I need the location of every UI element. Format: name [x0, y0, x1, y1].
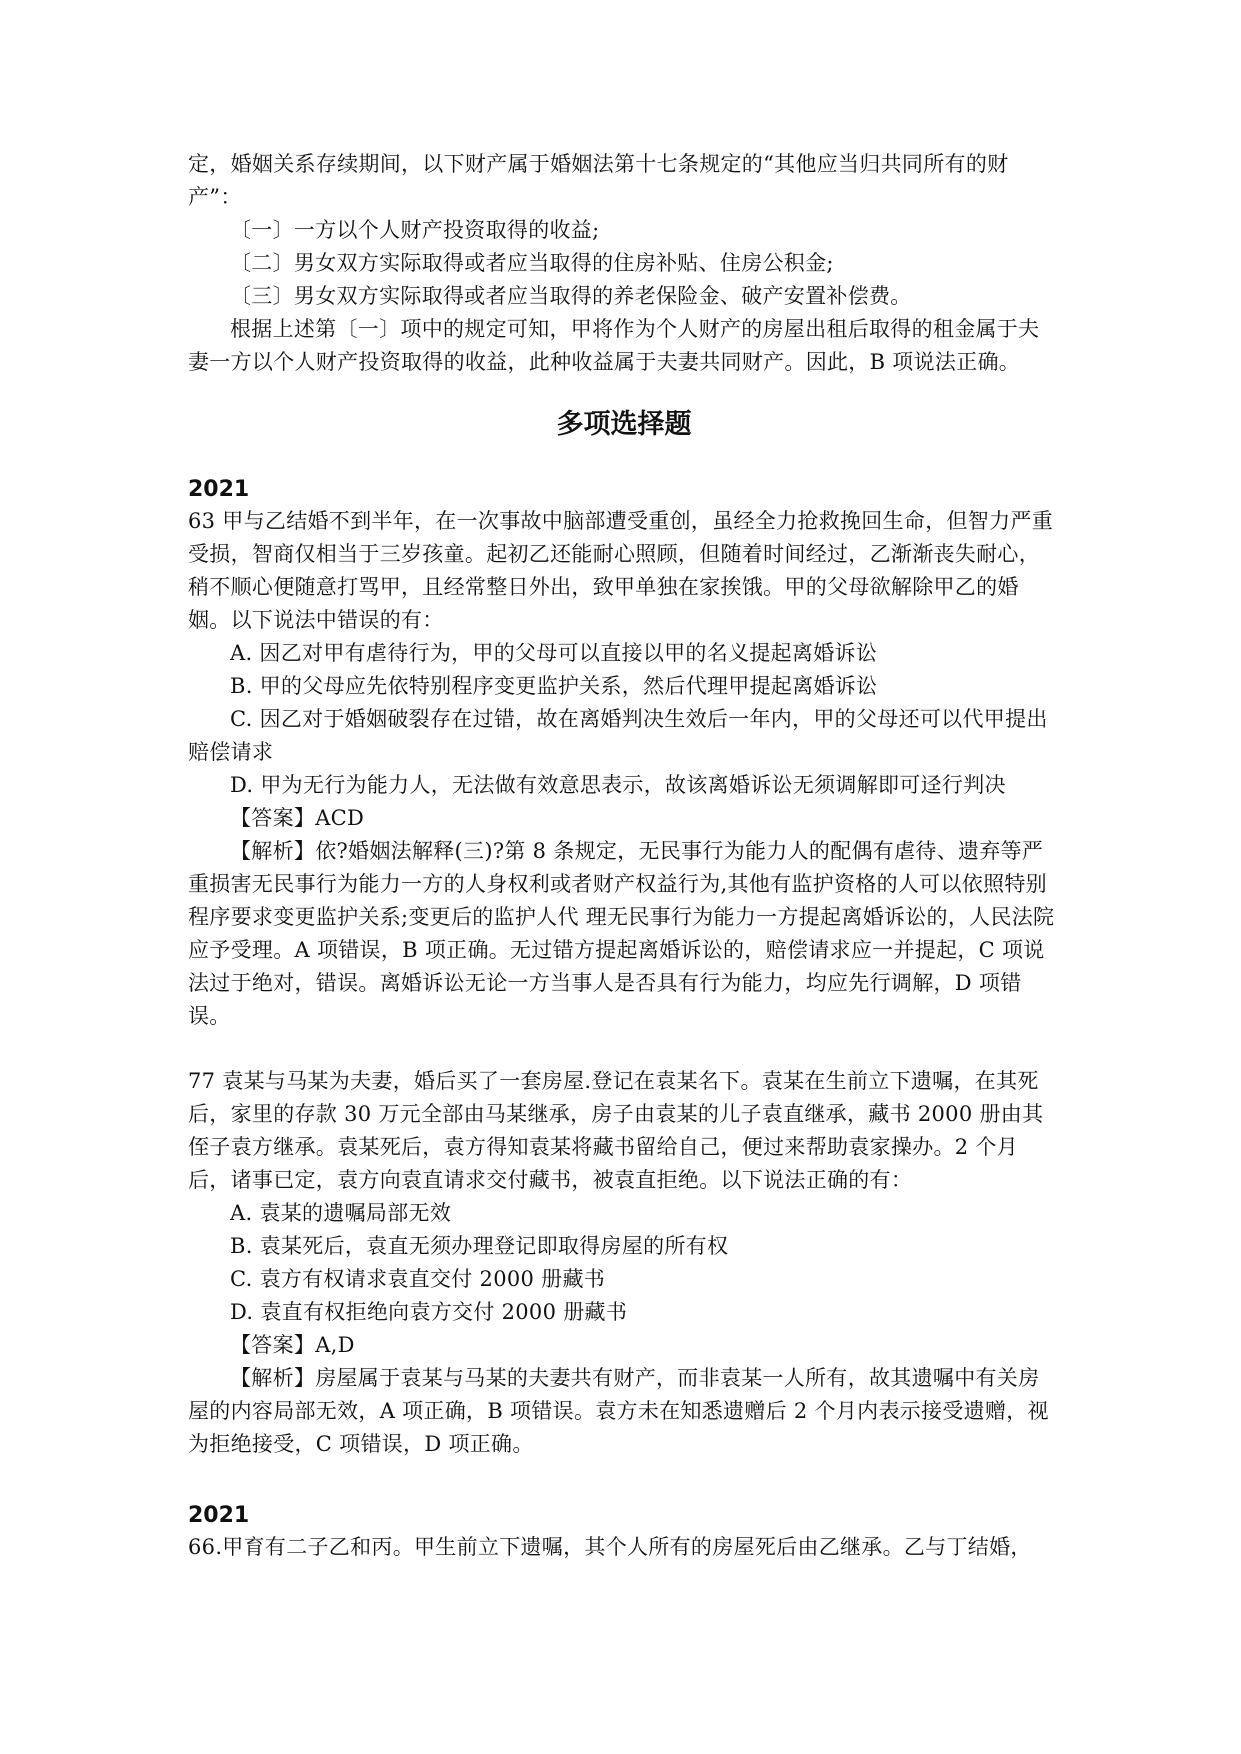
intro-text: 定，婚姻关系存续期间，以下财产属于婚姻法第十七条规定的“其他应当归共同所有的财产”：: [188, 152, 1009, 209]
analysis: 【解析】房屋属于袁某与马某的夫妻共有财产，而非袁某一人所有，故其遗嘱中有关房屋的内容局部无效，A 项正确，B 项错误。袁方未在知悉遗赠后 2 个月内表示接受遗赠，视为拒绝接受，C 项错误，D 项正确。: [188, 1366, 1049, 1456]
question-stem: 77 袁某与马某为夫妻，婚后买了一套房屋.登记在袁某名下。袁某在生前立下遗嘱，在其死后，家里的存款 30 万元全部由马某继承，房子由袁某的儿子袁直继承，藏书 2000 册由其侄子袁方继承。袁某死后，袁方得知袁某将藏书留给自己，便过来帮助袁家操办。2 个月后，诸事已定，袁方向袁直请求交付藏书，被袁直拒绝。以下说法正确的有：: [188, 1069, 1044, 1192]
answer: 【答案】A,D: [230, 1333, 355, 1357]
intro-conclusion: 根据上述第〔一〕项中的规定可知，甲将作为个人财产的房屋出租后取得的租金属于夫妻一方以个人财产投资取得的收益，此种收益属于夫妻共同财产。因此，B 项说法正确。: [188, 317, 1040, 374]
option-a: A. 因乙对甲有虐待行为，甲的父母可以直接以甲的名义提起离婚诉讼: [230, 641, 878, 665]
question-stem: 66.甲育有二子乙和丙。甲生前立下遗嘱，其个人所有的房屋死后由乙继承。乙与丁结婚，: [188, 1535, 1032, 1559]
option-d: D. 甲为无行为能力人，无法做有效意思表示，故该离婚诉讼无须调解即可迳行判决: [230, 773, 1006, 797]
section-title: 多项选择题: [556, 409, 692, 440]
option-d: D. 袁直有权拒绝向袁方交付 2000 册藏书: [230, 1300, 628, 1324]
year-heading: 2021: [188, 477, 250, 502]
document-page: [188, 148, 1060, 1564]
question-stem: 63 甲与乙结婚不到半年，在一次事故中脑部遭受重创，虽经全力抢救挽回生命，但智力严重受损，智商仅相当于三岁孩童。起初乙还能耐心照顾，但随着时间经过，乙渐渐丧失耐心，稍不顺心便随意打骂甲，且经常整日外出，致甲单独在家挨饿。甲的父母欲解除甲乙的婚姻。以下说法中错误的有：: [188, 509, 1053, 632]
option-c: C. 因乙对于婚姻破裂存在过错，故在离婚判决生效后一年内，甲的父母还可以代甲提出赔偿请求: [188, 707, 1048, 764]
intro-item-2: 〔二〕男女双方实际取得或者应当取得的住房补贴、住房公积金;: [230, 251, 834, 275]
option-c: C. 袁方有权请求袁直交付 2000 册藏书: [230, 1267, 606, 1291]
option-a: A. 袁某的遗嘱局部无效: [230, 1201, 452, 1225]
intro-item-3: 〔三〕男女双方实际取得或者应当取得的养老保险金、破产安置补偿费。: [230, 284, 912, 308]
option-b: B. 甲的父母应先依特别程序变更监护关系，然后代理甲提起离婚诉讼: [230, 674, 878, 698]
answer: 【答案】ACD: [230, 806, 365, 830]
year-heading: 2021: [188, 1503, 250, 1528]
analysis: 【解析】依?婚姻法解释(三)?第 8 条规定，无民事行为能力人的配偶有虐待、遗弃等严重损害无民事行为能力一方的人身权利或者财产权益行为,其他有监护资格的人可以依照特别程序要求变更监护关系;变更后的监护人代 理无民事行为能力一方提起离婚诉讼的，人民法院应予受理。A 项错误，B 项正确。无过错方提起离婚诉讼的，赔偿请求应一并提起，C 项说法过于绝对，错误。离婚诉讼无论一方当事人是否具有行为能力，均应先行调解，D 项错误。: [188, 839, 1055, 1028]
intro-item-1: 〔一〕一方以个人财产投资取得的收益;: [230, 218, 600, 242]
option-b: B. 袁某死后，袁直无须办理登记即取得房屋的所有权: [230, 1234, 729, 1258]
